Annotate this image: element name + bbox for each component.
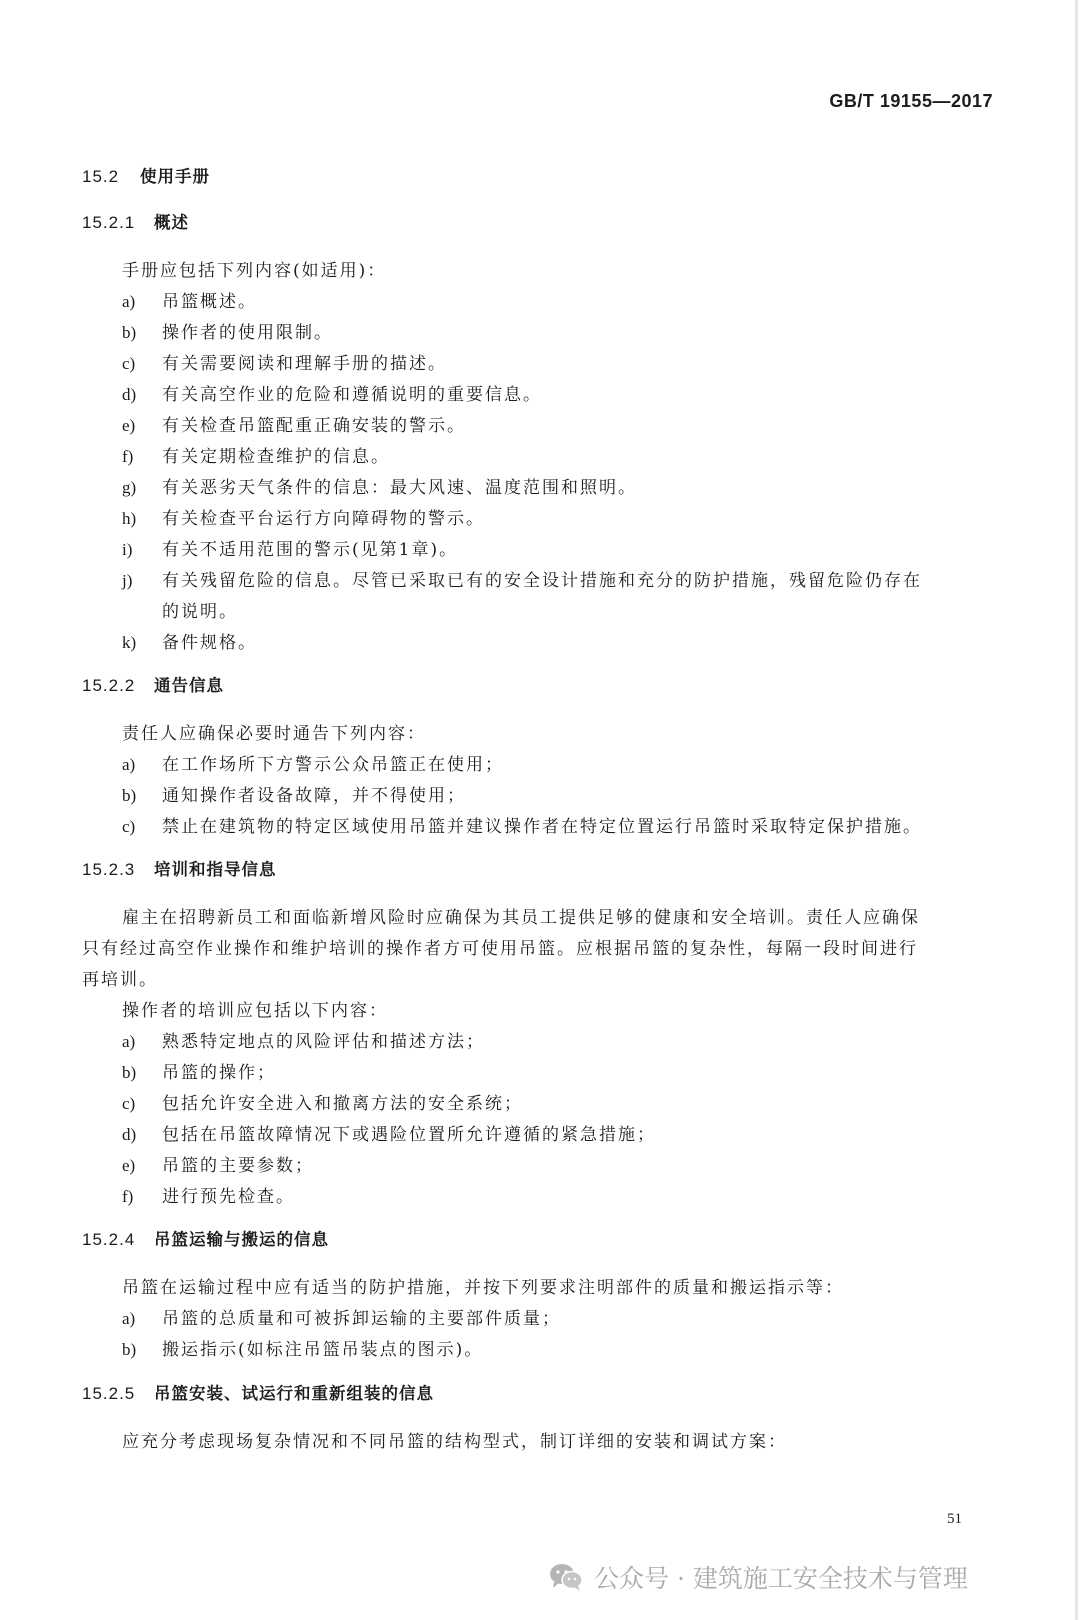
list-text: 吊篮的操作； (162, 1063, 276, 1083)
list-text: 禁止在建筑物的特定区域使用吊篮并建议操作者在特定位置运行吊篮时采取特定保护措施。 (162, 817, 922, 837)
list-item (122, 349, 447, 374)
list-item (122, 812, 922, 837)
list-marker: g) (122, 478, 137, 497)
list-marker: k) (122, 633, 137, 652)
list-marker: h) (122, 509, 137, 528)
list-item (122, 287, 257, 312)
section-title: 概述 (154, 213, 189, 232)
section-heading-15-2-5 (82, 1380, 434, 1404)
list-item (122, 1089, 523, 1114)
list-marker: d) (122, 385, 137, 404)
section-heading-15-2-4 (82, 1226, 329, 1250)
list-marker: j) (122, 571, 133, 590)
section-title: 吊篮运输与搬运的信息 (154, 1230, 329, 1249)
intro-text: 吊篮在运输过程中应有适当的防护措施，并按下列要求注明部件的质量和搬运指示等： (122, 1278, 844, 1298)
list-text: 操作者的使用限制。 (162, 323, 333, 343)
list-item (122, 318, 333, 343)
paragraph-line: 再培训。 (82, 970, 158, 990)
list-item (122, 1058, 276, 1083)
list-item (122, 1304, 561, 1329)
list-marker: c) (122, 817, 136, 836)
list-text: 有关残留危险的信息。尽管已采取已有的安全设计措施和充分的防护措施，残留危险仍存在 (162, 571, 922, 591)
list-marker: i) (122, 540, 133, 559)
list-text: 通知操作者设备故障，并不得使用； (162, 786, 466, 806)
list-marker: a) (122, 1309, 136, 1328)
section-number: 15.2.4 (82, 1230, 136, 1249)
list-item (122, 1182, 295, 1207)
list-text: 包括允许安全进入和撤离方法的安全系统； (162, 1094, 523, 1114)
paragraph-line: 雇主在招聘新员工和面临新增风险时应确保为其员工提供足够的健康和安全培训。责任人应确保 (122, 908, 920, 928)
list-item (122, 566, 922, 591)
list-item (122, 1151, 314, 1176)
section-title: 通告信息 (154, 676, 224, 695)
list-item (122, 781, 466, 806)
list-text: 包括在吊篮故障情况下或遇险位置所允许遵循的紧急措施； (162, 1125, 656, 1145)
section-title: 使用手册 (140, 167, 210, 186)
page-number: 51 (947, 1511, 962, 1527)
list-text: 在工作场所下方警示公众吊篮正在使用； (162, 755, 504, 775)
list-item (122, 473, 637, 498)
list-item (122, 1120, 656, 1145)
list-marker: e) (122, 416, 136, 435)
list-text: 搬运指示(如标注吊篮吊装点的图示)。 (162, 1340, 484, 1360)
watermark (548, 1559, 968, 1595)
section-number: 15.2.2 (82, 676, 136, 695)
section-heading-15-2-1 (82, 209, 189, 233)
list-text: 有关检查吊篮配重正确安装的警示。 (162, 416, 466, 436)
list-item (122, 628, 257, 653)
list-marker: b) (122, 786, 137, 805)
section-heading-15-2 (82, 163, 210, 187)
list-marker: c) (122, 354, 136, 373)
paragraph-line: 只有经过高空作业操作和维护培训的操作者方可使用吊篮。应根据吊篮的复杂性，每隔一段时间进行 (82, 939, 918, 959)
list-item-continuation: 的说明。 (162, 602, 238, 622)
list-item (122, 1335, 483, 1360)
list-marker: b) (122, 323, 137, 342)
section-title: 吊篮安装、试运行和重新组装的信息 (154, 1384, 434, 1403)
list-text: 进行预先检查。 (162, 1187, 295, 1207)
list-item (122, 750, 504, 775)
list-marker: b) (122, 1340, 137, 1359)
list-marker: a) (122, 292, 136, 311)
list-text: 吊篮的主要参数； (162, 1156, 314, 1176)
intro-text: 责任人应确保必要时通告下列内容： (122, 724, 426, 744)
list-marker: a) (122, 755, 136, 774)
list-item (122, 442, 390, 467)
list-marker: f) (122, 1187, 134, 1206)
list-item (122, 380, 542, 405)
intro-text: 操作者的培训应包括以下内容： (122, 1001, 388, 1021)
standard-code: GB/T 19155—2017 (829, 91, 993, 111)
list-text: 吊篮概述。 (162, 292, 257, 312)
list-marker: a) (122, 1032, 136, 1051)
section-number: 15.2.1 (82, 213, 136, 232)
section-heading-15-2-3 (82, 856, 277, 880)
wechat-icon (548, 1562, 584, 1592)
section-heading-15-2-2 (82, 672, 224, 696)
list-text: 有关检查平台运行方向障碍物的警示。 (162, 509, 485, 529)
list-text: 熟悉特定地点的风险评估和描述方法； (162, 1032, 485, 1052)
list-text: 有关定期检查维护的信息。 (162, 447, 390, 467)
list-marker: e) (122, 1156, 136, 1175)
section-number: 15.2 (82, 167, 120, 186)
list-marker: b) (122, 1063, 137, 1082)
list-text: 备件规格。 (162, 633, 257, 653)
list-text: 有关高空作业的危险和遵循说明的重要信息。 (162, 385, 542, 405)
intro-text: 手册应包括下列内容(如适用)： (122, 261, 387, 281)
list-item (122, 504, 485, 529)
watermark-text: 公众号 · 建筑施工安全技术与管理 (594, 1564, 968, 1593)
list-marker: d) (122, 1125, 137, 1144)
list-item (122, 1027, 485, 1052)
list-item (122, 535, 458, 560)
list-marker: c) (122, 1094, 136, 1113)
list-text: 有关需要阅读和理解手册的描述。 (162, 354, 447, 374)
section-number: 15.2.5 (82, 1384, 136, 1403)
list-text: 有关不适用范围的警示(见第1章)。 (162, 540, 459, 560)
intro-text: 应充分考虑现场复杂情况和不同吊篮的结构型式，制订详细的安装和调试方案： (122, 1432, 787, 1452)
section-title: 培训和指导信息 (154, 860, 277, 879)
list-item (122, 411, 466, 436)
list-marker: f) (122, 447, 134, 466)
list-text: 吊篮的总质量和可被拆卸运输的主要部件质量； (162, 1309, 561, 1329)
section-number: 15.2.3 (82, 860, 136, 879)
list-text: 有关恶劣天气条件的信息：最大风速、温度范围和照明。 (162, 478, 637, 498)
